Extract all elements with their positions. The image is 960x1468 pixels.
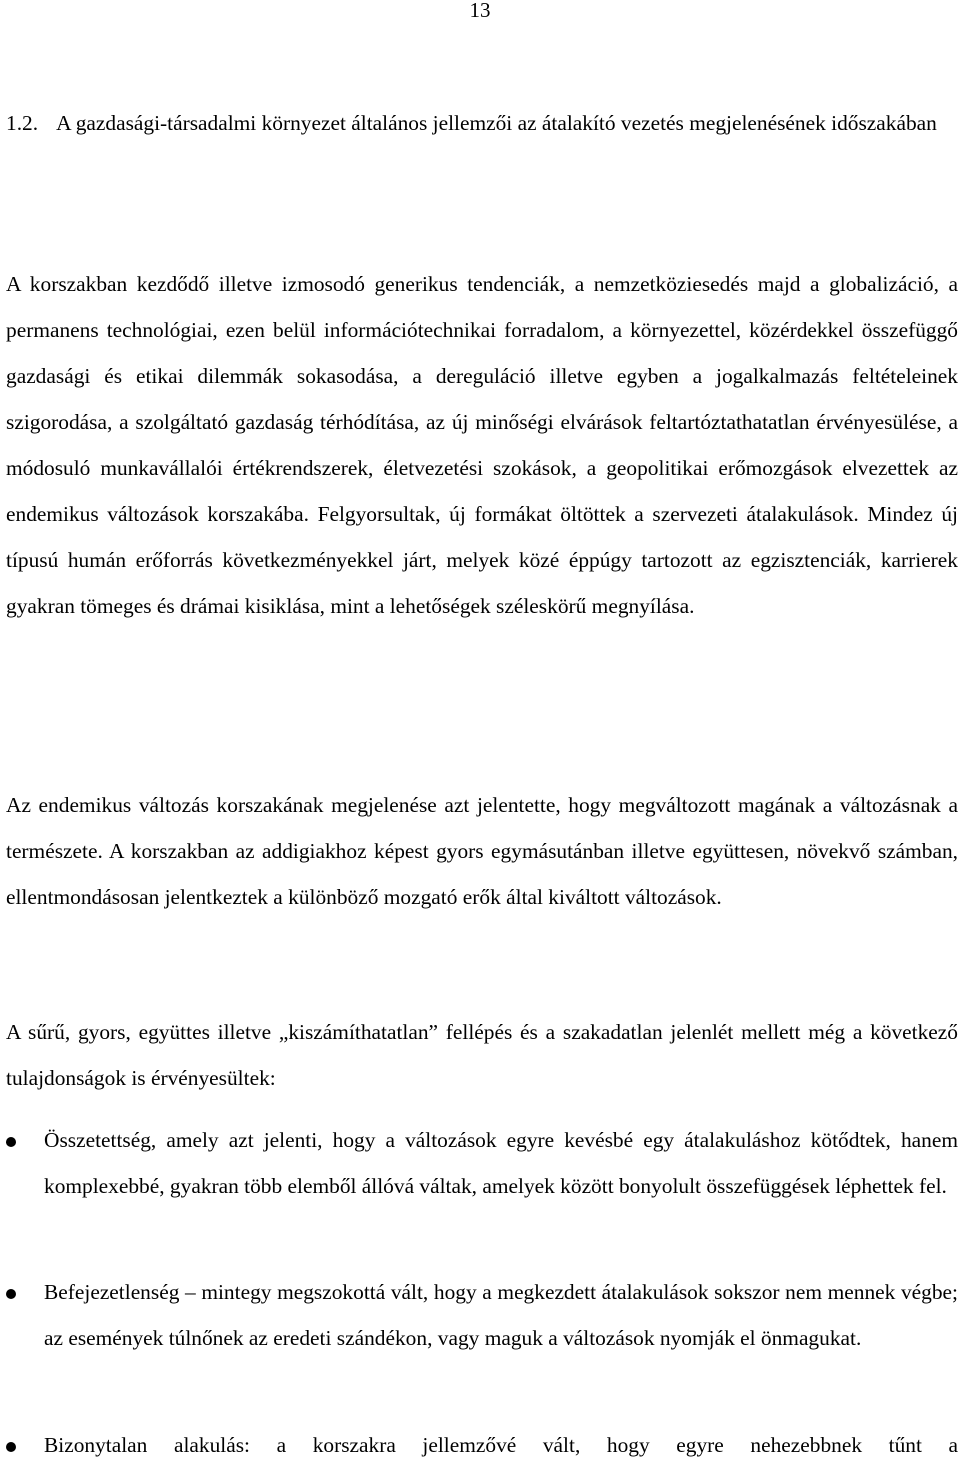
bullet-icon: [6, 1442, 16, 1452]
bullet-text: Bizonytalan alakulás: a korszakra jellemzővé vált, hogy egyre nehezebbnek tűnt a: [44, 1433, 958, 1457]
section-number: 1.2.: [6, 111, 39, 135]
page-number: 13: [469, 0, 491, 22]
paragraph-1: A korszakban kezdődő illetve izmosodó generikus tendenciák, a nemzetköziesedés majd a globalizáció, a permanens technológiai, ezen belül információtechnikai forradalom, a környezettel, közérdekkel összefüggő gazdasági és etikai dilemmák sokasodása, a dereguláció illetve egyben a jogalkalmazás feltételeinek szigorodása, a szolgáltató gazdaság térhódítása, az új minőségi elvárások feltartóztathatatlan érvényesülése, a módosuló munkavállalói értékrendszerek, életvezetési szokások, a geopolitikai erőmozgások elvezettek az endemikus változások korszakába. Felgyorsultak, új formákat öltöttek a szervezeti átalakulások. Mindez új típusú humán erőforrás következményekkel járt, melyek közé éppúgy tartozott az egzisztenciák, karrierek gyakran tömeges és drámai kisiklása, mint a lehetőségek széleskörű megnyílása.: [6, 272, 958, 618]
bullet-text: Befejezetlenség – mintegy megszokottá vált, hogy a megkezdett átalakulások sokszor nem mennek végbe; az események túlnőnek az eredeti szándékon, vagy maguk a változások nyomják el önmagukat.: [44, 1280, 958, 1350]
section-heading: [6, 100, 958, 146]
paragraph-2: Az endemikus változás korszakának megjelenése azt jelentette, hogy megváltozott magának a változásnak a természete. A korszakban az addigiakhoz képest gyors egymásutánban illetve együttesen, növekvő számban, ellentmondásosan jelentkeztek a különböző mozgató erők által kiváltott változások.: [6, 793, 958, 909]
bullet-text: Összetettség, amely azt jelenti, hogy a változások egyre kevésbé egy átalakuláshoz kötődtek, hanem komplexebbé, gyakran több elemből állóvá váltak, amelyek között bonyolult összefüggések léphettek fel.: [44, 1128, 958, 1198]
section-title: A gazdasági-társadalmi környezet általános jellemzői az átalakító vezetés megjelenésének időszakában: [56, 111, 937, 135]
bullet-icon: [6, 1289, 16, 1299]
paragraph-3: A sűrű, gyors, együttes illetve „kiszámíthatatlan” fellépés és a szakadatlan jelenlét mellett még a következő tulajdonságok is érvényesültek:: [6, 1020, 958, 1090]
bullet-icon: [6, 1137, 16, 1147]
